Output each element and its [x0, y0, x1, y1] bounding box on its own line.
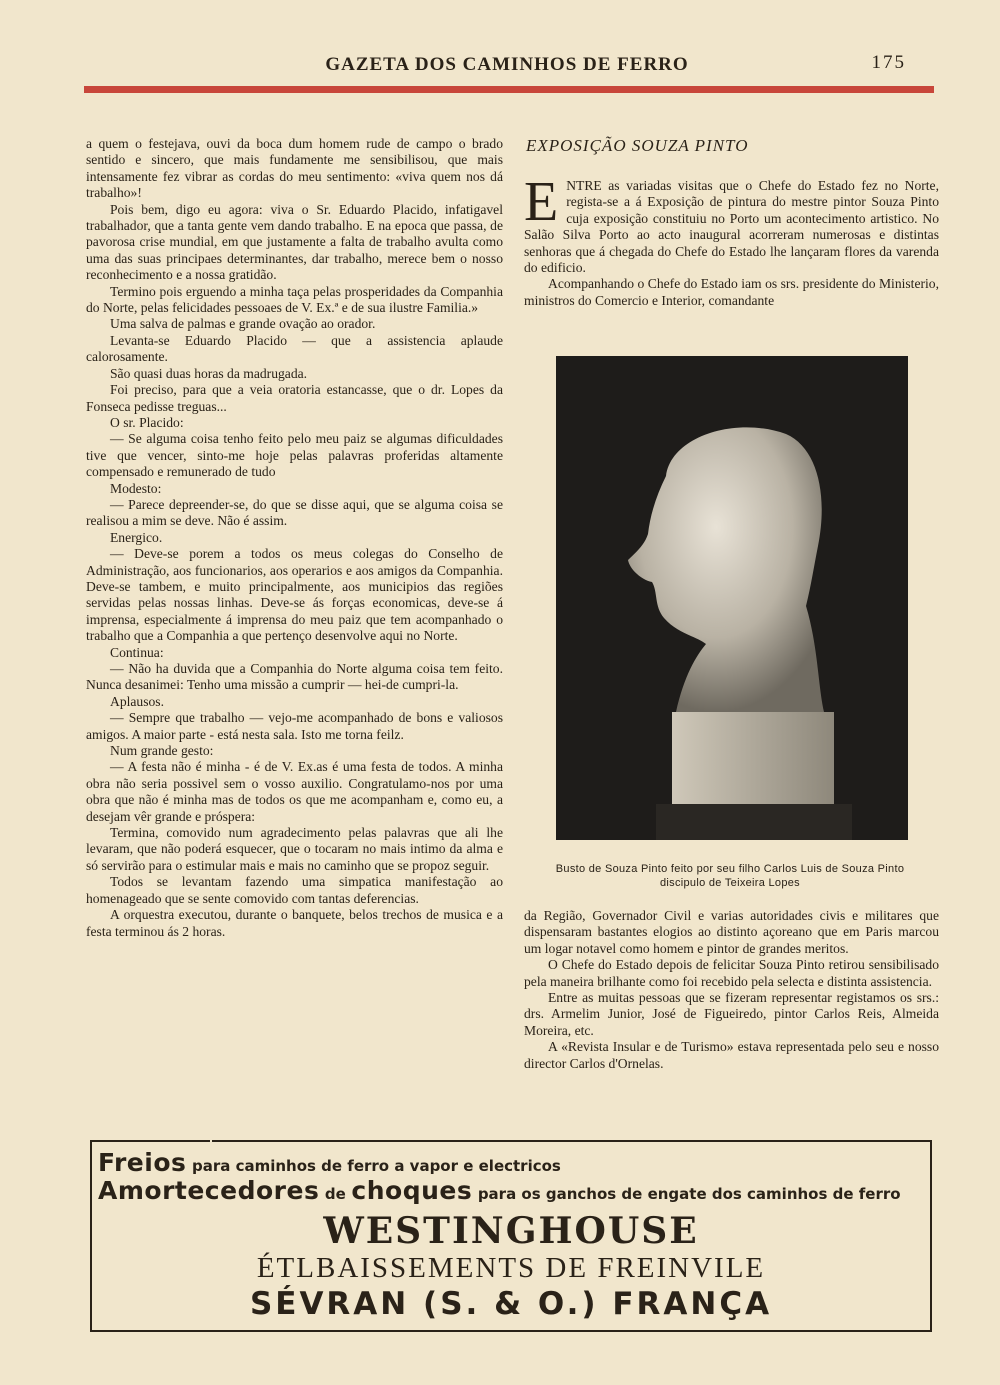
paragraph	[86, 645, 503, 661]
paragraph-text: O Chefe do Estado depois de felicitar Souza Pinto retirou sensibilisado pela maneira brilhante como foi recebido pela selecta e distinta assistencia.	[524, 957, 939, 989]
ad-word-choques: choques	[351, 1176, 473, 1205]
ad-establishment: ÉTLBAISSEMENTS DE FREINVILE	[256, 1252, 766, 1284]
paragraph	[86, 874, 503, 907]
right-column-bottom	[524, 908, 939, 1072]
ad-border	[90, 1140, 210, 1142]
paragraph	[86, 333, 503, 366]
paragraph-text: — Se alguma coisa tenho feito pelo meu paiz se algumas dificuldades tive que vencer, sinto-me hoje pelas palavras proferidas altamente compensado e remunerado de tudo	[86, 431, 503, 480]
paragraph-text: São quasi duas horas da madrugada.	[110, 365, 308, 381]
paragraph	[86, 481, 503, 497]
ad-freios-text: para caminhos de ferro a vapor e electricos	[191, 1157, 561, 1175]
paragraph	[86, 907, 503, 940]
ad-place: SÉVRAN (S. & O.) FRANÇA	[249, 1286, 773, 1322]
paragraph	[524, 957, 939, 990]
paragraph-text: A orquestra executou, durante o banquete, belos trechos de musica e a festa terminou ás 2 horas.	[86, 907, 503, 939]
paragraph	[86, 497, 503, 530]
paragraph-text: Continua:	[110, 644, 164, 660]
paragraph-text: Acompanhando o Chefe do Estado iam os srs. presidente do Ministerio, ministros do Comercio e Interior, comandante	[524, 276, 939, 308]
paragraph-text: da Região, Governador Civil e varias autoridades civis e militares que dispensaram bastantes elogios ao distinto açoreano que em Paris marcou um logar notavel como homem e pintor de grandes meritos.	[524, 908, 939, 956]
caption-line-2: discipulo de Teixeira Lopes	[660, 877, 800, 889]
paragraph-text: — Não ha duvida que a Companhia do Norte alguma coisa tem feito. Nunca desanimei: Tenho uma missão a cumprir — hei-de cumpri-la.	[86, 661, 503, 693]
paragraph-text: Termina, comovido num agradecimento pelas palavras que ali lhe levaram, que não poderá esquecer, que o tocaram no mais intimo da alma e só servirão para o estimular mais e mais no caminho que se propoz seguir.	[86, 825, 503, 873]
paragraph	[86, 530, 503, 546]
paragraph-text: Termino pois erguendo a minha taça pelas prosperidades da Companhia do Norte, pelas felicidades pessoaes de V. Ex.ª e de sua ilustre Familia.»	[86, 283, 503, 316]
ad-border	[90, 1330, 932, 1332]
paragraph-text: Num grande gesto:	[110, 743, 214, 759]
paragraph-text: a quem o festejava, ouvi da boca dum homem rude de campo o brado sentido e sincero, que mais fundamente me sensibilisou, que mais intensamente fez vibrar as cordas do meu sentimento: «viva quem nos dá trabalho»!	[86, 136, 503, 201]
paragraph-text: Modesto:	[110, 480, 162, 496]
paragraph-text: A «Revista Insular e de Turismo» estava representada pelo seu e nosso director Carlos d'Ornelas.	[524, 1039, 939, 1071]
ad-choques-text: para os ganchos de engate dos caminhos de ferro	[477, 1185, 901, 1203]
paragraph-text: Foi preciso, para que a veia oratoria estancasse, que o dr. Lopes da Fonseca pedisse treguas...	[86, 382, 503, 414]
paragraph-text: Entre as muitas pessoas que se fizeram representar registamos os srs.: drs. Armelim Junior, José de Figueiredo, pintor Carlos Reis, Almeida Moreira, etc.	[524, 990, 939, 1038]
ad-word-amortecedores: Amortecedores	[98, 1176, 320, 1205]
paragraph	[86, 382, 503, 415]
paragraph	[524, 276, 939, 309]
paragraph	[86, 759, 503, 825]
paragraph-text: NTRE as variadas visitas que o Chefe do Estado fez no Norte, regista-se a á Exposição de pintura do mestre pintor Souza Pinto cuja exposição constituiu no Porto um acontecimento artistico. No Salão Silva Porto ao acto inaugural acorreram numerosas e distintas senhoras que á chegada do Chefe do Estado lhe lançaram flores da varenda do edificio.	[524, 178, 939, 276]
paragraph-text: — A festa não é minha - é de V. Ex.as é uma festa de todos. A minha obra não seria possivel sem o vosso auxilio. Congratulamo-nos por uma obra que não é minha mas de todos os que me acompanham e, como eu, a desejam vêr grande e próspera:	[86, 759, 503, 824]
paragraph	[524, 171, 939, 276]
photo-caption	[520, 862, 940, 890]
bust-photograph	[556, 356, 908, 840]
ad-line-amortecedores	[98, 1176, 901, 1205]
paragraph	[86, 825, 503, 874]
paragraph-text: — Sempre que trabalho — vejo-me acompanhado de bons e valiosos amigos. A maior parte - está nesta sala. Isto me torna feilz.	[86, 710, 503, 742]
paragraph-text: O sr. Placido:	[110, 414, 184, 430]
ad-border	[212, 1140, 930, 1142]
paragraph	[86, 415, 503, 431]
paragraph	[86, 284, 503, 317]
paragraph	[86, 136, 503, 202]
paragraph	[86, 694, 503, 710]
right-column-top	[524, 171, 939, 309]
ad-word-de: de	[324, 1185, 346, 1203]
paragraph	[86, 366, 503, 382]
bust-illustration	[556, 356, 908, 840]
paragraph-text: Levanta-se Eduardo Placido — que a assistencia aplaude calorosamente.	[86, 332, 503, 365]
caption-line-1: Busto de Souza Pinto feito por seu filho Carlos Luis de Souza Pinto	[555, 863, 905, 875]
paragraph	[524, 990, 939, 1039]
paragraph	[524, 908, 939, 957]
paragraph-text: Aplausos.	[110, 693, 164, 709]
paragraph	[524, 1039, 939, 1072]
paragraph	[86, 546, 503, 644]
page-header	[82, 50, 932, 80]
paragraph	[86, 316, 503, 332]
drop-cap: E	[524, 171, 559, 233]
paragraph-text: — Deve-se porem a todos os meus colegas do Conselho de Administração, aos funcionarios, aos operarios e aos amigos da Companhia. Deve-se tambem, e muito principalmente, aos municipios das regiões servidas pelas nossas linhas. Deve-se ás forças economicas, deve-se á imprensa, especialmente á imprensa do meu paiz que tem acompanhado o trabalho que a Companhia a que pertenço desenvolve aqui no Norte.	[86, 546, 503, 644]
paragraph-text: — Parece depreender-se, do que se disse aqui, que se alguma coisa se realisou a mim se deve. Não é assim.	[86, 496, 503, 529]
paragraph	[86, 710, 503, 743]
header-rule	[84, 86, 934, 93]
page-number: 175	[871, 52, 906, 73]
section-title: EXPOSIÇÃO SOUZA PINTO	[526, 136, 749, 155]
paragraph	[86, 431, 503, 480]
left-column	[86, 136, 503, 940]
paragraph	[86, 202, 503, 284]
westinghouse-advertisement	[90, 1140, 932, 1332]
publication-title: GAZETA DOS CAMINHOS DE FERRO	[325, 54, 689, 75]
paragraph-text: Todos se levantam fazendo uma simpatica manifestação ao homenageado que se sente comovido com tantas deferencias.	[86, 874, 503, 906]
paragraph-text: Uma salva de palmas e grande ovação ao orador.	[110, 316, 376, 332]
ad-brand: WESTINGHOUSE	[323, 1210, 699, 1252]
ad-word-freios: Freios	[98, 1148, 187, 1177]
paragraph-text: Pois bem, digo eu agora: viva o Sr. Eduardo Placido, infatigavel trabalhador, que a tanta gente vem dando trabalho. E na epoca que passa, de pavorosa crise mundial, em que justamente a falta de trabalho avulta como uma das suas principaes determinantes, dar trabalho, merece bem o nosso reconhecimento e a nossa gratidão.	[86, 201, 503, 283]
paragraph	[86, 661, 503, 694]
paragraph-text: Energico.	[110, 529, 163, 545]
paragraph	[86, 743, 503, 759]
ad-line-freios	[98, 1148, 561, 1177]
